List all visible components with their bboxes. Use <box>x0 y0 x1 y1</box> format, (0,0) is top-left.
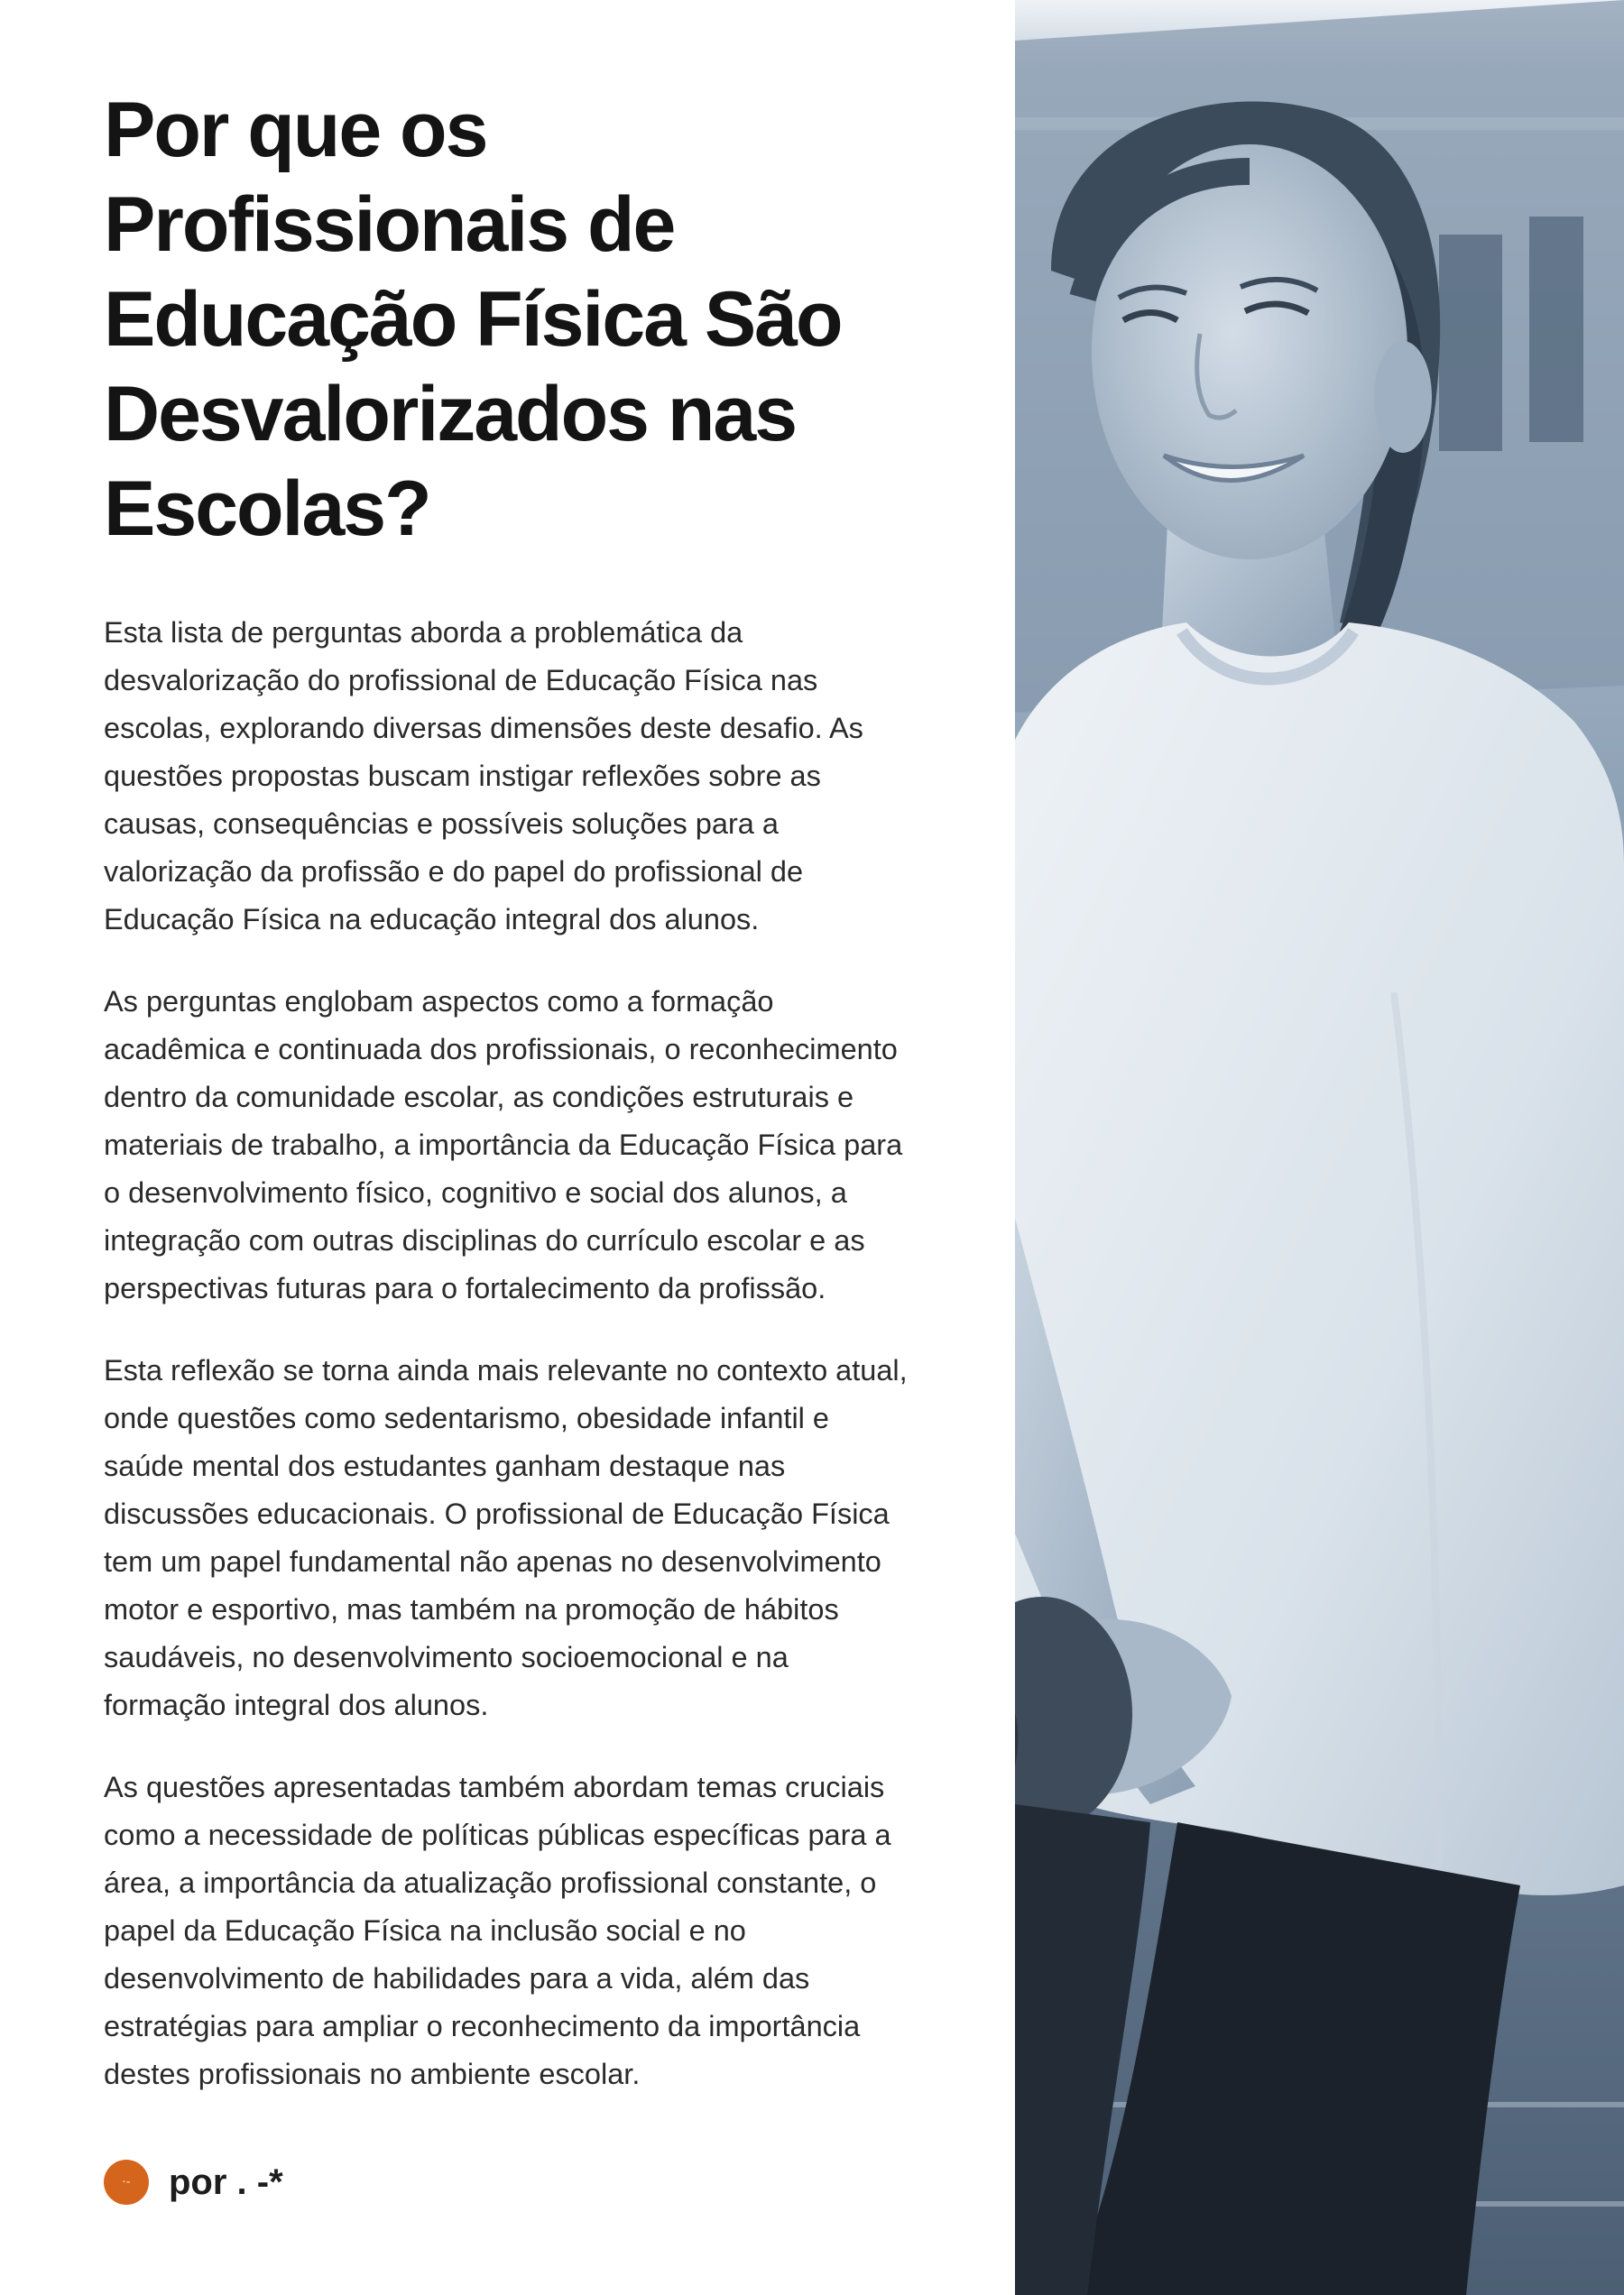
paragraph-4: As questões apresentadas também abordam temas cruciais como a necessidade de políticas públicas específicas para a área, a importância da atualização profissional constante, o papel da Educação Física na inclusão social e no desenvolvimento de habilidades para a vida, além das estratégias para ampliar o reconhecimento da importância destes profissionais no ambiente escolar. <box>104 1771 891 2090</box>
author-name: por . -* <box>169 2161 283 2202</box>
text-column <box>104 83 916 2133</box>
article-body <box>104 609 916 2098</box>
athlete-photo <box>1015 0 1624 2295</box>
title-line: Educação Física São <box>104 276 842 363</box>
paragraph-3: Esta reflexão se torna ainda mais relevante no contexto atual, onde questões como sedentarismo, obesidade infantil e saúde mental dos estudantes ganham destaque nas discussões educacionais. O profissional de Educação Física tem um papel fundamental não apenas no desenvolvimento motor e esportivo, mas também na promoção de hábitos saudáveis, no desenvolvimento socioemocional e na formação integral dos alunos. <box>104 1354 908 1721</box>
paragraph-1: Esta lista de perguntas aborda a problemática da desvalorização do profissional de Educação Física nas escolas, explorando diversas dimensões deste desafio. As questões propostas buscam instigar reflexões sobre as causas, consequências e possíveis soluções para a valorização da profissão e do papel do profissional de Educação Física na educação integral dos alunos. <box>104 616 863 936</box>
avatar-glyph: ·- <box>122 2175 131 2189</box>
title-line: Escolas? <box>104 465 430 552</box>
page-title <box>104 83 916 557</box>
paragraph-2: As perguntas englobam aspectos como a formação acadêmica e continuada dos profissionais, o reconhecimento dentro da comunidade escolar, as condições estruturais e materiais de trabalho, a importância da Educação Física para o desenvolvimento físico, cognitivo e social dos alunos, a integração com outras disciplinas do currículo escolar e as perspectivas futuras para o fortalecimento da profissão. <box>104 985 903 1304</box>
avatar <box>104 2160 149 2205</box>
athlete-photo-illustration <box>1015 0 1624 2295</box>
title-line: Desvalorizados nas <box>104 371 797 457</box>
title-line: Profissionais de <box>104 181 675 268</box>
author-byline <box>104 2159 283 2206</box>
title-line: Por que os <box>104 87 487 173</box>
